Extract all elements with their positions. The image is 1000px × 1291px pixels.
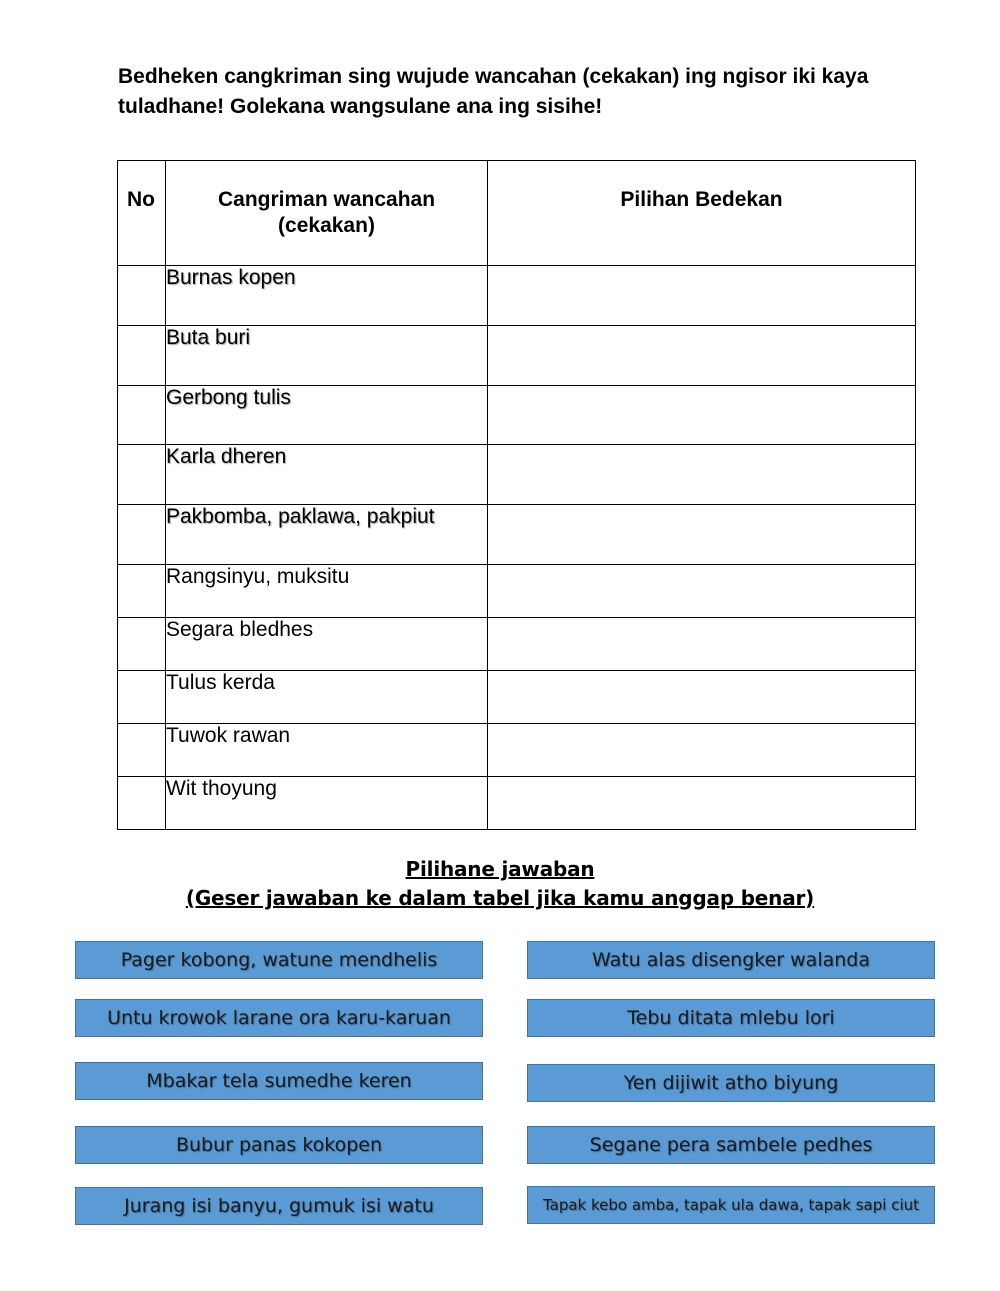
riddle-cell: Pakbomba, paklawa, pakpiut	[166, 505, 488, 565]
answers-title: Pilihane jawaban	[405, 857, 595, 881]
riddle-cell: Tuwok rawan	[166, 724, 488, 777]
riddle-cell: Karla dheren	[166, 445, 488, 505]
row-number-cell	[118, 724, 166, 777]
row-number-cell	[118, 326, 166, 386]
table-row	[118, 505, 916, 565]
answer-tile[interactable]: Tebu ditata mlebu lori	[527, 999, 935, 1037]
table-row	[118, 565, 916, 618]
riddle-cell: Burnas kopen	[166, 266, 488, 326]
header-no: No	[118, 161, 166, 266]
riddle-cell: Wit thoyung	[166, 777, 488, 830]
table-row	[118, 266, 916, 326]
instructions: Bedheken cangkriman sing wujude wancahan (cekakan) ing ngisor iki kaya tuladhane! Golekana wangsulane ana ing sisihe!	[118, 65, 869, 118]
row-number-cell	[118, 671, 166, 724]
row-number-cell	[118, 565, 166, 618]
answer-tile[interactable]: Jurang isi banyu, gumuk isi watu	[75, 1187, 483, 1225]
table-row	[118, 724, 916, 777]
table-row	[118, 326, 916, 386]
table-header-row	[118, 161, 916, 266]
table-row	[118, 671, 916, 724]
riddle-cell: Rangsinyu, muksitu	[166, 565, 488, 618]
answer-tile[interactable]: Yen dijiwit atho biyung	[527, 1064, 935, 1102]
answer-drop-zone[interactable]	[488, 266, 916, 326]
row-number-cell	[118, 777, 166, 830]
row-number-cell	[118, 386, 166, 445]
riddle-table	[117, 160, 916, 830]
row-number-cell	[118, 505, 166, 565]
header-riddle: Cangriman wancahan (cekakan)	[166, 161, 488, 266]
answer-drop-zone[interactable]	[488, 505, 916, 565]
answer-tile[interactable]: Untu krowok larane ora karu-karuan	[75, 999, 483, 1037]
riddle-cell: Gerbong tulis	[166, 386, 488, 445]
riddle-cell: Segara bledhes	[166, 618, 488, 671]
answer-drop-zone[interactable]	[488, 326, 916, 386]
answer-tile[interactable]: Segane pera sambele pedhes	[527, 1126, 935, 1164]
row-number-cell	[118, 445, 166, 505]
answer-tile[interactable]: Watu alas disengker walanda	[527, 941, 935, 979]
answer-drop-zone[interactable]	[488, 618, 916, 671]
header-answer: Pilihan Bedekan	[488, 161, 916, 266]
table-row	[118, 445, 916, 505]
answer-drop-zone[interactable]	[488, 724, 916, 777]
row-number-cell	[118, 618, 166, 671]
answer-tile[interactable]: Tapak kebo amba, tapak ula dawa, tapak sapi ciut	[527, 1186, 935, 1224]
table-row	[118, 618, 916, 671]
answer-drop-zone[interactable]	[488, 386, 916, 445]
answer-drop-zone[interactable]	[488, 777, 916, 830]
answer-drop-zone[interactable]	[488, 671, 916, 724]
answer-tile[interactable]: Bubur panas kokopen	[75, 1126, 483, 1164]
answer-tile[interactable]: Mbakar tela sumedhe keren	[75, 1062, 483, 1100]
answers-subtitle: (Geser jawaban ke dalam tabel jika kamu anggap benar)	[185, 886, 815, 910]
answer-tile[interactable]: Pager kobong, watune mendhelis	[75, 941, 483, 979]
table-row	[118, 386, 916, 445]
answer-drop-zone[interactable]	[488, 565, 916, 618]
table-row	[118, 777, 916, 830]
row-number-cell	[118, 266, 166, 326]
answer-drop-zone[interactable]	[488, 445, 916, 505]
riddle-cell: Tulus kerda	[166, 671, 488, 724]
riddle-cell: Buta buri	[166, 326, 488, 386]
